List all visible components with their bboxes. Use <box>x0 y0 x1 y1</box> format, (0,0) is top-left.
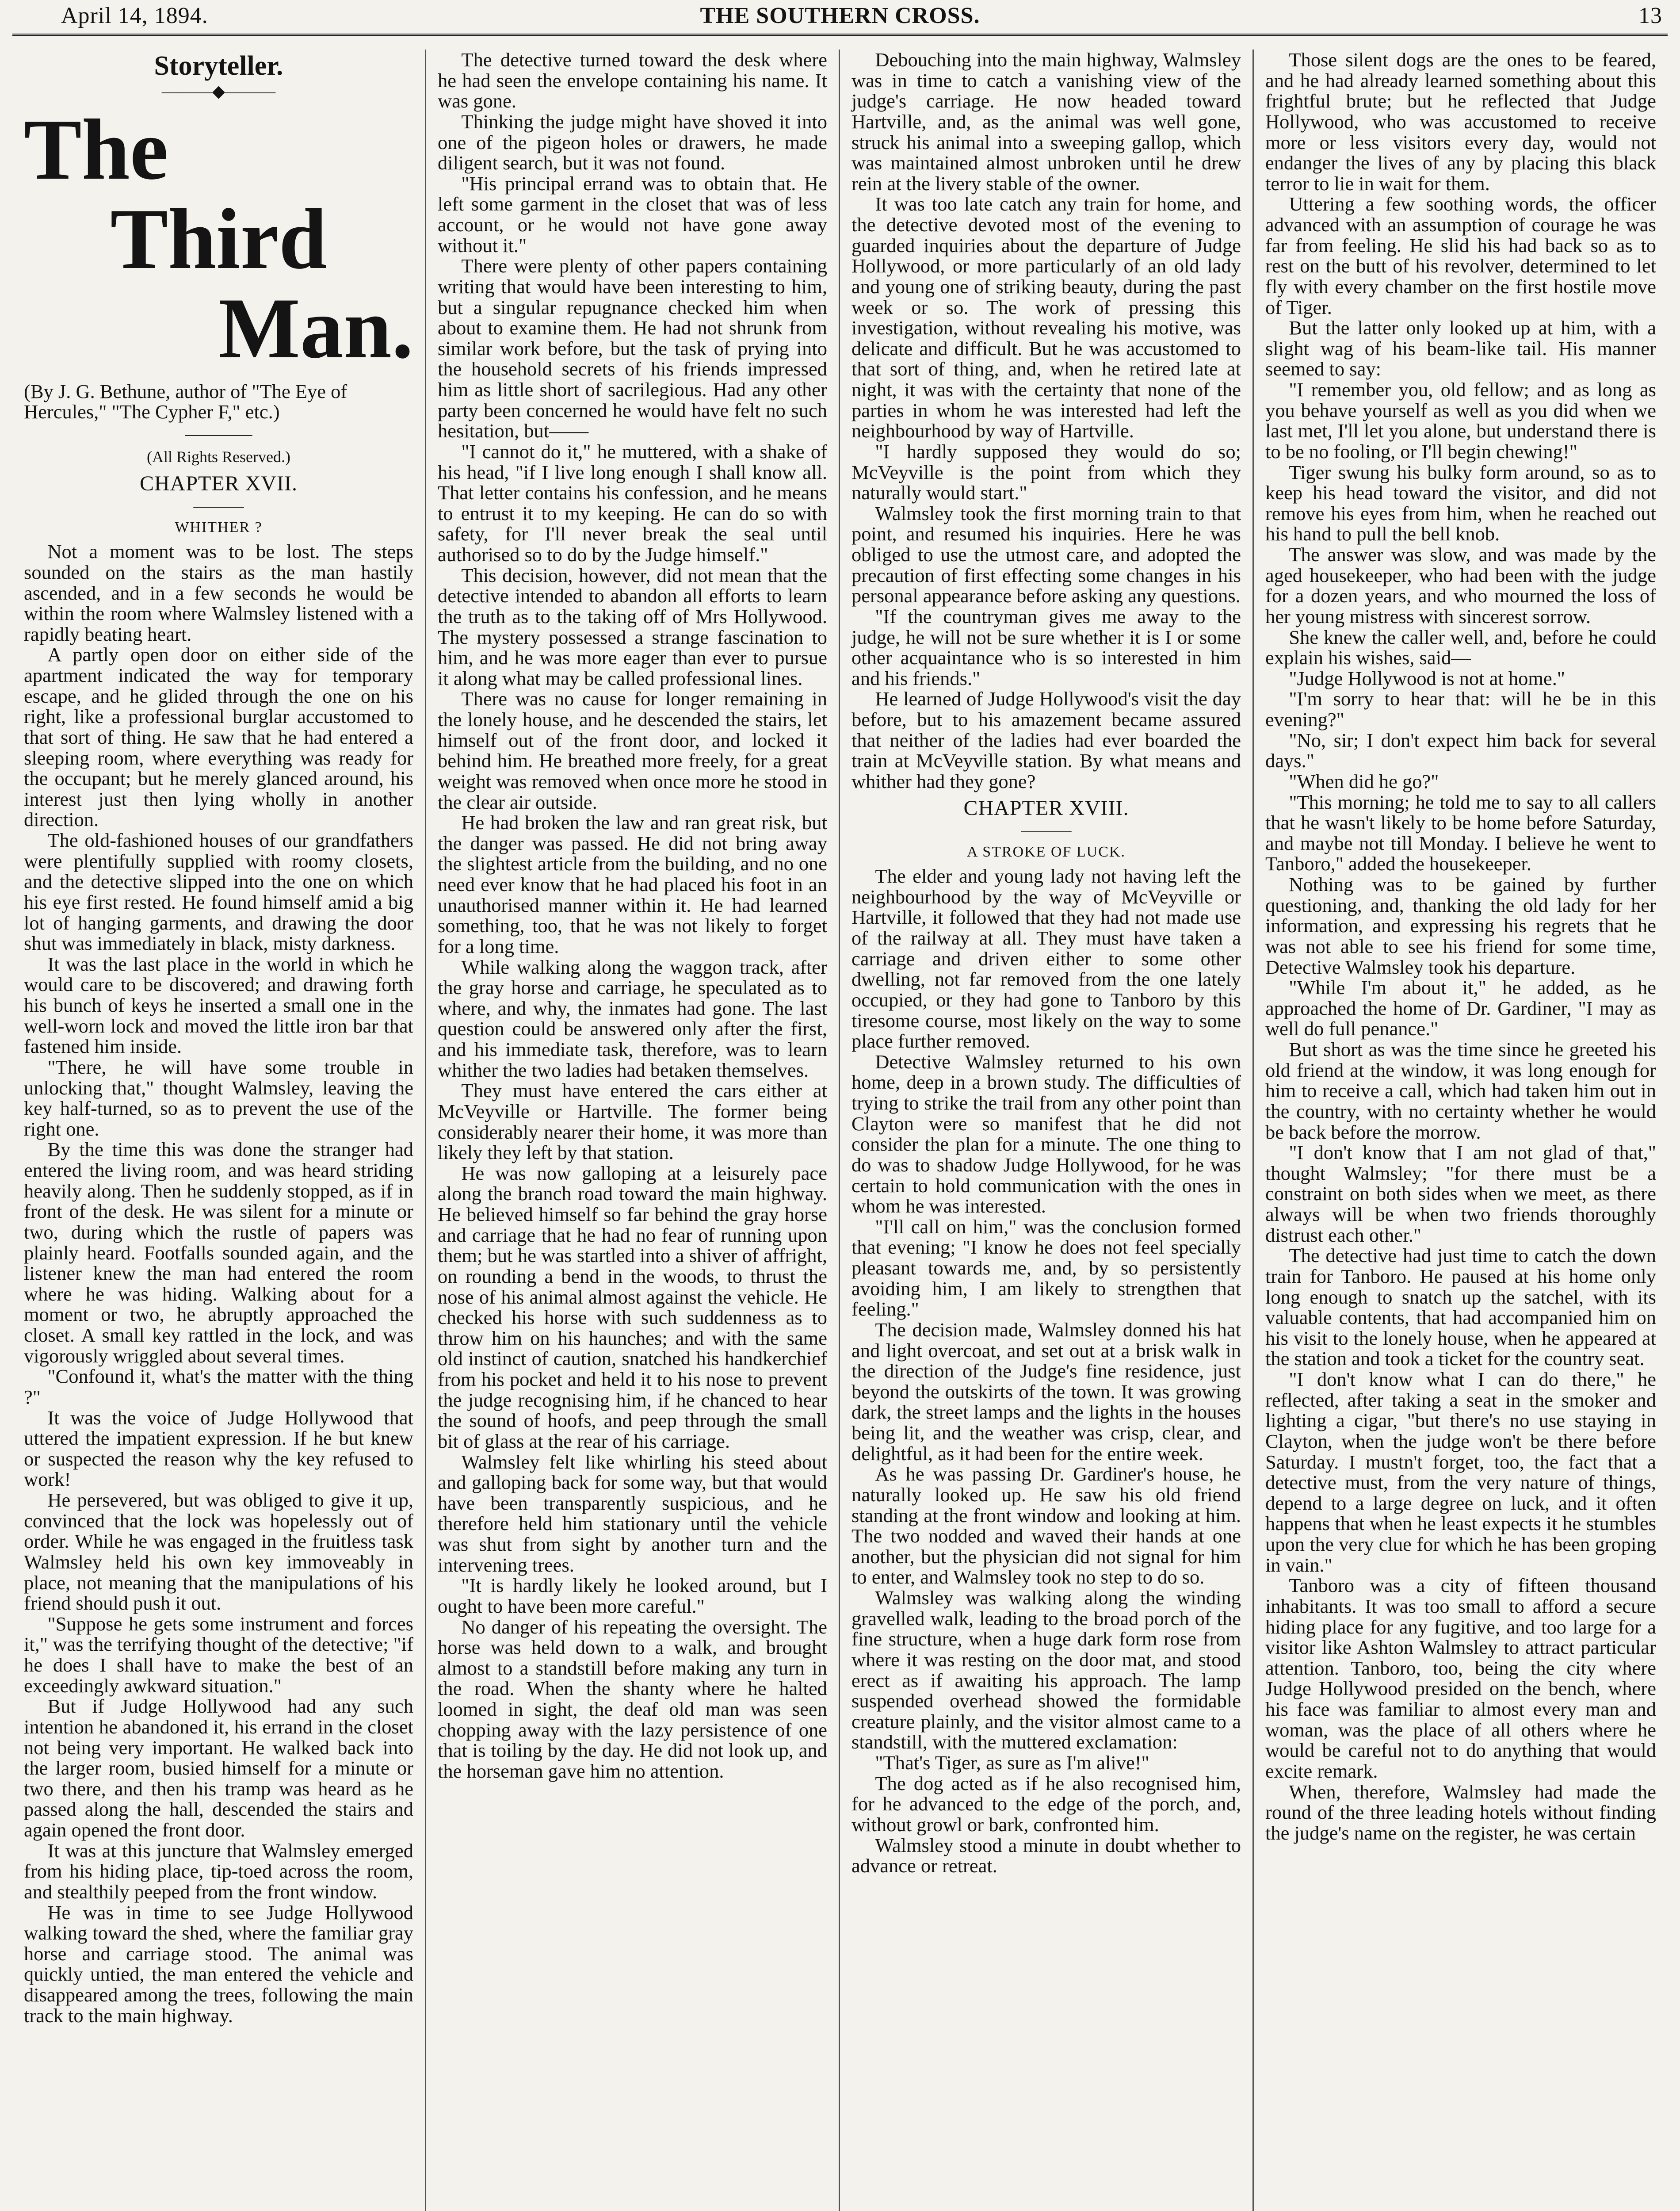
paragraph: Those silent dogs are the ones to be feared, and he had already learned something about this frightful brute; but he reflected that Judge Hollywood, who was accustomed to receive more or less visitors every day, would not endanger the lives of any by placing this black terror to lie in wait for them. <box>1265 50 1656 195</box>
paragraph: He persevered, but was obliged to give it up, convinced that the lock was hopelessly out of order. While he was engaged in the fruitless task Walmsley held his own key immoveably in place, not meaning that the manipulations of his friend should push it out. <box>24 1489 413 1614</box>
paragraph: He learned of Judge Hollywood's visit the day before, but to his amazement became assured that neither of the ladies had ever boarded the train at McVeyville station. By what means and whither had they gone? <box>851 688 1241 792</box>
paragraph: Tanboro was a city of fifteen thousand inhabitants. It was too small to afford a secure hiding place for any fugitive, and too large for a visitor like Ashton Walmsley to attract particular attention. Tanboro, too, being the city where Judge Hollywood presided on the bench, where his face was familiar to almost every man and woman, was the place of all others where he would be careful not to do anything that would excite remark. <box>1265 1574 1656 1782</box>
paragraph: "I hardly supposed they would do so; McVeyville is the point from which they naturally would start." <box>851 440 1241 504</box>
paragraph: She knew the caller well, and, before he could explain his wishes, said— <box>1265 626 1656 669</box>
chapter-18-subtitle: A STROKE OF LUCK. <box>967 843 1126 860</box>
issue-date: April 14, 1894. <box>61 3 208 28</box>
section-ornament: ———◆——— <box>161 82 276 101</box>
paragraph: It was the last place in the world in which he would care to be discovered; and drawing forth his bunch of keys he inserted a small one in the well-worn lock and moved the little iron bar that fastened him inside. <box>24 952 413 1058</box>
paragraph: "No, sir; I don't expect him back for several days." <box>1265 729 1656 772</box>
paragraph: "I don't know that I am not glad of that," thought Walmsley; "for there must be a constraint on both sides when we meet, as there always will be when two friends thoroughly distrust each other." <box>1265 1141 1656 1246</box>
paragraph: The detective had just time to catch the down train for Tanboro. He paused at his home only long enough to snatch up the satchel, with its valuable contents, that had accompanied him on his visit to the lonely house, when he appeared at the station and took a ticket for the country seat. <box>1265 1244 1656 1370</box>
paragraph: But if Judge Hollywood had any such intention he abandoned it, his errand in the closet not being very important. He walked back into the larger room, busied himself for a minute or two there, and then his tramp was heard as he passed along the hall, descended the stairs and again opened the front door. <box>24 1695 413 1841</box>
paragraph: But the latter only looked up at him, with a slight wag of his beam-like tail. His manner seemed to say: <box>1265 317 1656 380</box>
section-heading: Storyteller. <box>154 51 283 81</box>
paragraph: There were plenty of other papers containing writing that would have been interesting to him, but a singular repugnance checked him when about to examine them. He had not shrunk from similar work before, but the task of prying into the household secrets of his friends impressed him as little short of sacrilegious. Had any other party been concerned he would have felt no such hesitation, but—— <box>438 255 827 442</box>
paragraph: "I don't know what I can do there," he reflected, after taking a seat in the smoker and lighting a cigar, "but there's no use staying in Clayton, when the judge won't be there before Saturday. I mustn't forget, too, the fact that a detective must, from the very nature of things, depend to a large degree on luck, and it often happens that when he least expects it he stumbles upon the very clue for which he has been groping in vain." <box>1265 1368 1656 1576</box>
paragraph: Walmsley took the first morning train to that point, and resumed his inquiries. Here he was obliged to use the utmost care, and adopted the precaution of first effecting some changes in his personal appearance before asking any questions. <box>851 502 1241 607</box>
rights-notice: (All Rights Reserved.) <box>147 448 290 466</box>
column-1-text <box>24 541 413 2026</box>
paragraph: Walmsley was walking along the winding gravelled walk, leading to the broad porch of the fine structure, when a huge dark form rose from where it was resting on the door mat, and stood erect as if awaiting his approach. The lamp suspended overhead showed the formidable creature plainly, and the visitor almost came to a standstill, with the muttered exclamation: <box>851 1587 1241 1753</box>
paragraph: It was too late catch any train for home, and the detective devoted most of the evening to guarded inquiries about the departure of Judge Hollywood, or more particularly of an old lady and young one of striking beauty, during the past week or so. The work of pressing this investigation, without revealing his motive, was delicate and difficult. But he was accustomed to that sort of thing, and, when he retired late at night, it was with the certainty that none of the parties in whom he was interested had left the neighbourhood by way of Hartville. <box>851 193 1241 442</box>
paragraph: The decision made, Walmsley donned his hat and light overcoat, and set out at a brisk walk in the direction of the Judge's fine residence, just beyond the outskirts of the town. It was growing dark, the street lamps and the lights in the houses being lit, and the weather was crisp, clear, and delightful, as it had been for the entire week. <box>851 1318 1241 1465</box>
column-2-text <box>438 50 827 1782</box>
story-title-line-2: Third <box>110 191 327 287</box>
paragraph: Tiger swung his bulky form around, so as to keep his head toward the visitor, and did not remove his eyes from him, when he reached out his hand to pull the bell knob. <box>1265 461 1656 545</box>
paragraph: When, therefore, Walmsley had made the round of the three leading hotels without finding the judge's name on the register, he was certain <box>1265 1780 1656 1844</box>
column-3-text-top <box>851 50 1241 792</box>
paragraph: "When did he go?" <box>1289 770 1439 792</box>
paragraph: "This morning; he told me to say to all callers that he wasn't likely to be home before Saturday, and maybe not till Monday. I believe he went to Tanboro," added the housekeeper. <box>1265 791 1656 875</box>
paragraph: "His principal errand was to obtain that. He left some garment in the closet that was of less account, or he would not have gone away without it." <box>438 172 827 256</box>
paragraph: As he was passing Dr. Gardiner's house, he naturally looked up. He saw his old friend standing at the front window and looking at him. The two nodded and waved their hands at one another, but the physician did not signal for him to enter, and Walmsley took no step to do so. <box>851 1463 1241 1588</box>
paragraph: While walking along the waggon track, after the gray horse and carriage, he speculated as to where, and why, the inmates had gone. The last question could be answered only after the first, and his immediate task, therefore, was to learn whither the two ladies had betaken themselves. <box>438 956 827 1081</box>
chapter-18-rule: ——— <box>1021 821 1072 840</box>
paragraph: Walmsley felt like whirling his steed about and galloping back for some way, but that would have been transparently suspicious, and he therefore held him stationary until the vehicle was shut from sight by another turn and the intervening trees. <box>438 1450 827 1576</box>
column-1 <box>12 50 426 2211</box>
story-title-line-3: Man. <box>218 280 413 376</box>
paragraph: "Confound it, what's the matter with the thing ?" <box>24 1365 413 1408</box>
paragraph: Walmsley stood a minute in doubt whether to advance or retreat. <box>851 1834 1241 1877</box>
chapter-17-rule: ——— <box>193 496 244 515</box>
paragraph: "If the countryman gives me away to the judge, he will not be sure whether it is I or some other acquaintance who is so interested in him and his friends." <box>851 605 1241 689</box>
paragraph: It was at this juncture that Walmsley emerged from his hiding place, tip-toed across the room, and stealthily peeped from the front window. <box>24 1839 413 1903</box>
paragraph: There was no cause for longer remaining in the lonely house, and he descended the stairs, let himself out of the front door, and locked it behind him. He breathed more freely, for a great weight was removed when once more he stood in the clear air outside. <box>438 688 827 813</box>
paragraph: Uttering a few soothing words, the officer advanced with an assumption of courage he was far from feeling. He slid his had back so as to rest on the butt of his revolver, determined to let fly with every chamber on the first hostile move of Tiger. <box>1265 193 1656 318</box>
story-title-line-1: The <box>24 102 168 198</box>
paragraph: "While I'm about it," he added, as he approached the home of Dr. Gardiner, "I may as well do full penance." <box>1265 976 1656 1040</box>
paragraph: "I cannot do it," he muttered, with a shake of his head, "if I live long enough I shall know all. That letter contains his confession, and he means to entrust it to my keeping. He can do so with safety, for I'll never break the seal until authorised so to do by the Judge himself." <box>438 440 827 566</box>
paragraph: "I'll call on him," was the conclusion formed that evening; "I know he does not feel specially pleasant towards me, and, by so persistently avoiding him, I am likely to strengthen that feeling." <box>851 1215 1241 1320</box>
paragraph: Thinking the judge might have shoved it into one of the pigeon holes or drawers, he made diligent search, but it was not found. <box>438 110 827 174</box>
column-3 <box>840 50 1254 2211</box>
paragraph: The old-fashioned houses of our grandfathers were plentifully supplied with roomy closets, and the detective slipped into the one on which his eye first rested. He found himself amid a big lot of hanging garments, and drawing the door shut was immediately in black, misty darkness. <box>24 829 413 955</box>
paragraph: "It is hardly likely he looked around, but I ought to have been more careful." <box>438 1574 827 1617</box>
column-3-text-bottom <box>851 866 1241 1876</box>
paragraph: "That's Tiger, as sure as I'm alive!" <box>875 1752 1149 1774</box>
paragraph: No danger of his repeating the oversight. The horse was held down to a walk, and brought almost to a standstill before making any turn in the road. When the shanty where he halted loomed in sight, the deaf old man was seen chopping away with the lazy persistence of one that is toiling by the day. He did not look up, and the horseman gave him no attention. <box>438 1615 827 1782</box>
paragraph: Debouching into the main highway, Walmsley was in time to catch a vanishing view of the judge's carriage. He now headed toward Hartville, and, as the animal was well gone, struck his animal into a sweeping gallop, which was maintained almost unbroken until he drew rein at the livery stable of the owner. <box>851 50 1241 195</box>
paragraph: They must have entered the cars either at McVeyville or Hartville. The former being considerably nearer their home, it was more than likely they left by that station. <box>438 1079 827 1164</box>
column-2 <box>426 50 840 2211</box>
paragraph: Detective Walmsley returned to his own home, deep in a brown study. The difficulties of trying to strike the trail from any other point than Clayton were so manifest that he did not consider the plan for a minute. The one thing to do was to shadow Judge Hollywood, for he was certain to hold communication with the ones in whom he was interested. <box>851 1050 1241 1217</box>
chapter-17-heading: CHAPTER XVII. <box>140 471 298 495</box>
paragraph: A partly open door on either side of the apartment indicated the way for temporary escape, and he glided through the one on his right, like a professional burglar accustomed to that sort of thing. He saw that he had entered a sleeping room, where everything was ready for the occupant; but he merely glanced around, his interest just then lying wholly in another direction. <box>24 643 413 831</box>
paragraph: The answer was slow, and was made by the aged housekeeper, who had been with the judge for a dozen years, and who mourned the loss of her young mistress with sincerest sorrow. <box>1265 543 1656 627</box>
paragraph: "Suppose he gets some instrument and forces it," was the terrifying thought of the detective; "if he does I shall have to make the best of an exceedingly awkward situation." <box>24 1612 413 1697</box>
chapter-18-heading: CHAPTER XVIII. <box>963 796 1129 820</box>
paragraph: By the time this was done the stranger had entered the living room, and was heard striding heavily along. Then he suddenly stopped, as if in front of the desk. He was silent for a minute or two, during which the rustle of papers was plainly heard. Footfalls sounded again, and the listener knew the man had entered the room where he was hiding. Walking about for a moment or two, he abruptly approached the closet. A small key rattled in the lock, and was vigorously wriggled about several times. <box>24 1138 413 1367</box>
paragraph: He had broken the law and ran great risk, but the danger was passed. He did not bring away the slightest article from the building, and no one need ever know that he had placed his foot in an unauthorised manner within it. He had learned something, too, that he was not likely to forget for a long time. <box>438 811 827 957</box>
paragraph: "Judge Hollywood is not at home." <box>1289 667 1565 689</box>
paragraph: It was the voice of Judge Hollywood that uttered the impatient expression. If he but knew or suspected the reason why the key refused to work! <box>24 1406 413 1491</box>
paragraph: The dog acted as if he also recognised him, for he advanced to the edge of the porch, and, without growl or bark, confronted him. <box>851 1772 1241 1836</box>
paragraph: He was now galloping at a leisurely pace along the branch road toward the main highway. He believed himself so far behind the gray horse and carriage that he had no fear of running upon them; but he was startled into a shiver of affright, on rounding a bend in the woods, to thrust the nose of his animal almost against the vehicle. He checked his horse with such suddenness as to throw him on his haunches; and with the same old instinct of caution, snatched his handkerchief from his pocket and held it to his nose to prevent the judge recognising him, if he chanced to hear the sound of hoofs, and peep through the small bit of glass at the rear of his carriage. <box>438 1162 827 1452</box>
paragraph: Nothing was to be gained by further questioning, and, thanking the old lady for her information, and expressing his regrets that he was not able to see his friend for some time, Detective Walmsley took his departure. <box>1265 873 1656 978</box>
page-header <box>12 0 1668 36</box>
paragraph: He was in time to see Judge Hollywood walking toward the shed, where the familiar gray horse and carriage stood. The animal was quickly untied, the man entered the vehicle and disappeared among the trees, following the main track to the main highway. <box>24 1901 413 2027</box>
paragraph: But short as was the time since he greeted his old friend at the window, it was long enough for him to receive a call, which had taken him out in the country, with no certainty whether he would be back before the morrow. <box>1265 1038 1656 1143</box>
column-4-text <box>1265 50 1656 1843</box>
chapter-17-subtitle: WHITHER ? <box>175 519 263 536</box>
paragraph: "There, he will have some trouble in unlocking that," thought Walmsley, leaving the key half-turned, so as to prevent the use of the right one. <box>24 1056 413 1140</box>
paragraph: Not a moment was to be lost. The steps sounded on the stairs as the man hastily ascended, and in a few seconds he would be within the room where Walmsley listened with a rapidly beating heart. <box>24 540 413 645</box>
page-number: 13 <box>1638 3 1662 28</box>
paragraph: The detective turned toward the desk where he had seen the envelope containing his name. It was gone. <box>438 50 827 112</box>
column-4 <box>1254 50 1668 2211</box>
newspaper-title: THE SOUTHERN CROSS. <box>700 3 980 28</box>
paragraph: The elder and young lady not having left the neighbourhood by the way of McVeyville or Hartville, it followed that they had not made use of the railway at all. They must have taken a carriage and driven either to some other dwelling, not far removed from the one lately occupied, or they had gone to Tanboro by this tiresome course, most likely on the way to some place further removed. <box>851 865 1241 1052</box>
article-columns <box>12 50 1668 2211</box>
paragraph: This decision, however, did not mean that the detective intended to abandon all efforts to learn the truth as to the taking off of Mrs Hollywood. The mystery possessed a strange fascination to him, and he was more eager than ever to pursue it along what may be called professional lines. <box>438 564 827 689</box>
paragraph: "I'm sorry to hear that: will he be in this evening?" <box>1265 688 1656 731</box>
author-byline: (By J. G. Bethune, author of "The Eye of Hercules," "The Cypher F," etc.) <box>24 380 347 423</box>
byline-rule: ———— <box>185 425 252 444</box>
paragraph: "I remember you, old fellow; and as long as you behave yourself as well as you did when we last met, I'll let you alone, but understand there is to be no fooling, or I'll begin chewing!" <box>1265 379 1656 463</box>
